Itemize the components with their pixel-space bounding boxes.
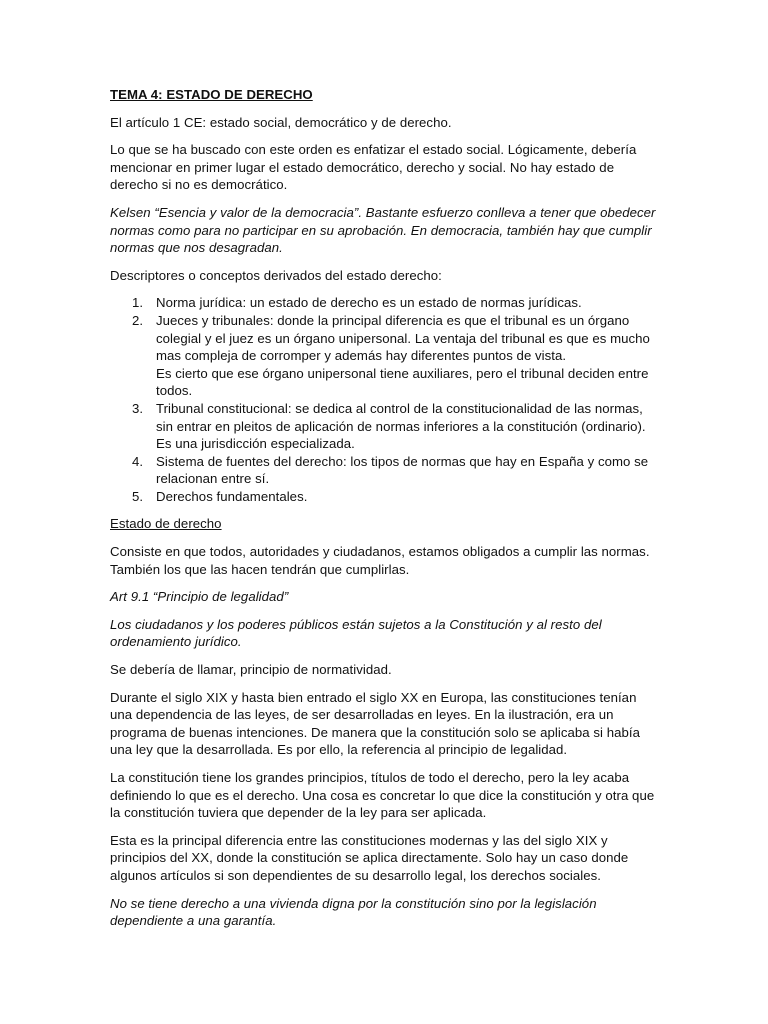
paragraph-descriptors-intro: Descriptores o conceptos derivados del estado derecho:: [110, 267, 442, 283]
paragraph-housing-right: No se tiene derecho a una vivienda digna por la constitución sino por la legislación dependiente a una garantía.: [110, 895, 597, 929]
document-title: TEMA 4: ESTADO DE DERECHO: [110, 87, 313, 102]
list-item-text: Norma jurídica: un estado de derecho es un estado de normas jurídicas.: [156, 295, 582, 311]
paragraph-article-9-1: Art 9.1 “Principio de legalidad”: [110, 589, 289, 605]
descriptors-list: [110, 294, 660, 505]
paragraph-kelsen-quote: Kelsen “Esencia y valor de la democracia”. Bastante esfuerzo conlleva a tener que obedecer normas como para no participar en su aprobación. En democracia, también hay que cumplir normas que nos desagradan.: [110, 204, 656, 256]
section-subheading: Estado de derecho: [110, 516, 222, 532]
paragraph-principles: La constitución tiene los grandes principios, títulos de todo el derecho, pero la ley acaba definiendo lo que es el derecho. Una cosa es concretar lo que dice la constitución y otra que la constitución tuviera que depender de la ley para ser aplicada.: [110, 770, 655, 821]
paragraph-history: Durante el siglo XIX y hasta bien entrado el siglo XX en Europa, las constituciones tenían una dependencia de las leyes, de ser desarrolladas en leyes. En la ilustración, era un programa de buenas intenciones. De manera que la constitución solo se aplicaba si había una ley que la desarrollada. Es por ello, la referencia al principio de legalidad.: [110, 689, 640, 758]
list-item-number: 4.: [132, 453, 144, 469]
list-item: [110, 294, 660, 312]
list-item-text: Tribunal constitucional: se dedica al control de la constitucionalidad de las normas, sin entrar en pleitos de aplicación de normas inferiores a la constitución (ordinario). Es una jurisdicción especializada.: [156, 400, 646, 452]
paragraph-modern-constitutions: Esta es la principal diferencia entre las constituciones modernas y las del siglo XIX y principios del XX, donde la constitución se aplica directamente. Solo hay un caso donde algunos artículos si son dependientes de su desarrollo legal, los derechos sociales.: [110, 832, 629, 883]
paragraph-article-1: El artículo 1 CE: estado social, democrático y de derecho.: [110, 114, 452, 130]
list-item-text: Sistema de fuentes del derecho: los tipos de normas que hay en España y como se relacionan entre sí.: [156, 453, 649, 487]
list-item-text: Jueces y tribunales: donde la principal diferencia es que el tribunal es un órgano colegial y el juez es un órgano unipersonal. La ventaja del tribunal es que es mucho mas compleja de corromper y además hay diferentes puntos de vista.: [156, 312, 650, 364]
list-item: [110, 488, 660, 506]
list-item: [110, 453, 660, 488]
list-item-number: 1.: [132, 295, 144, 311]
list-item-continuation: Es cierto que ese órgano unipersonal tiene auxiliares, pero el tribunal deciden entre todos.: [156, 365, 649, 399]
document-page: [110, 86, 660, 940]
list-item-number: 2.: [132, 312, 144, 328]
paragraph-article-9-1-quote: Los ciudadanos y los poderes públicos están sujetos a la Constitución y al resto del ordenamiento jurídico.: [110, 616, 602, 650]
list-item-text: Derechos fundamentales.: [156, 488, 308, 504]
list-item: [110, 312, 660, 400]
list-item: [110, 400, 660, 453]
list-item-number: 5.: [132, 488, 144, 504]
paragraph-social-state: Lo que se ha buscado con este orden es enfatizar el estado social. Lógicamente, debería mencionar en primer lugar el estado democrático, derecho y social. No hay estado de derecho si no es democrático.: [110, 142, 637, 193]
list-item-number: 3.: [132, 400, 144, 416]
paragraph-rule-of-law: Consiste en que todos, autoridades y ciudadanos, estamos obligados a cumplir las normas. También los que las hacen tendrán que cumplirlas.: [110, 544, 650, 577]
paragraph-normativity: Se debería de llamar, principio de normatividad.: [110, 662, 392, 678]
